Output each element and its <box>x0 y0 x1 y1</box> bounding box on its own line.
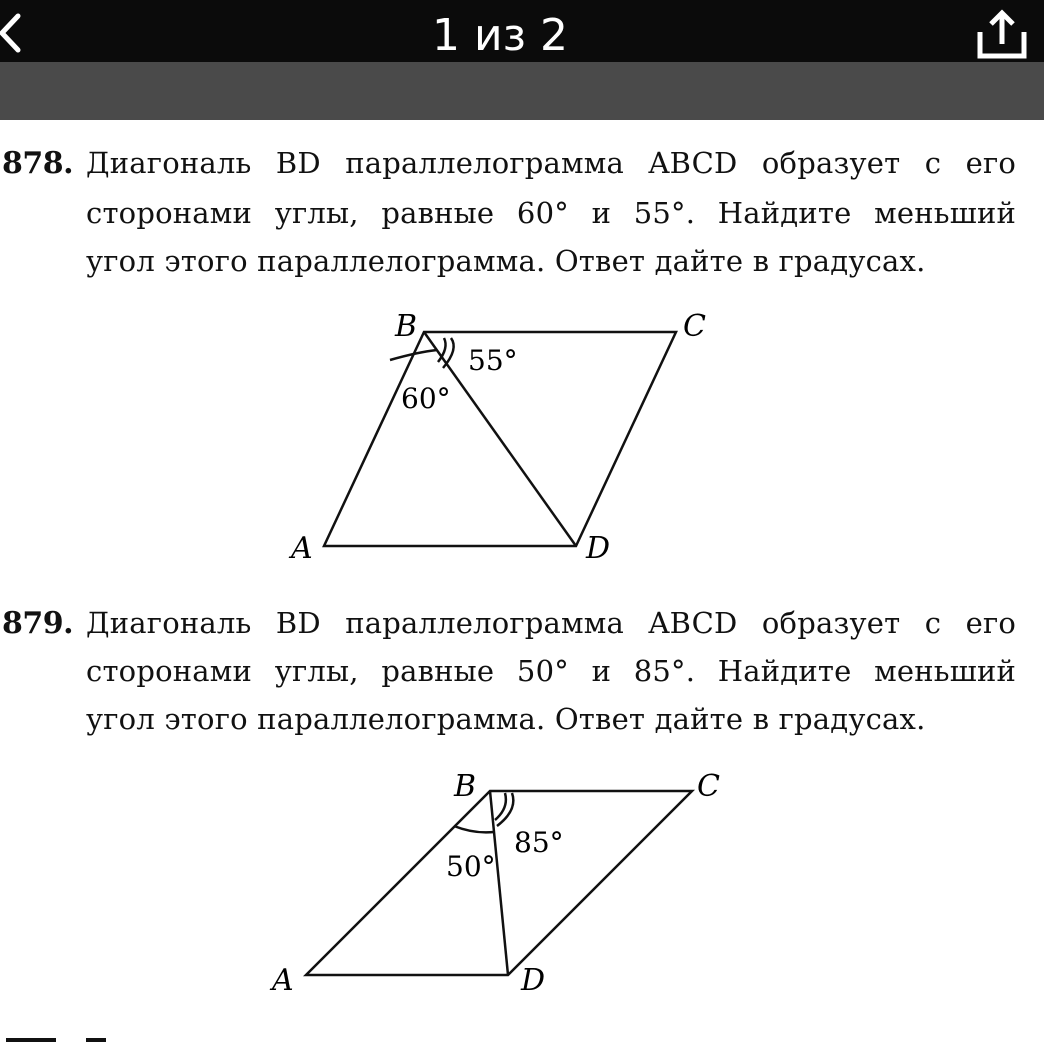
angle-arc-85-inner <box>495 793 506 820</box>
vertex-label-b: B <box>395 309 418 344</box>
problem-text-line: Диагональ BD параллелограмма ABCD образует с его <box>86 606 1016 640</box>
vertex-label-c: C <box>683 309 706 344</box>
angle-label-55: 55° <box>468 344 518 377</box>
angle-label-60: 60° <box>401 382 451 415</box>
toolbar-strip <box>0 62 1044 120</box>
problem-number: 879. <box>2 606 74 641</box>
next-problem-cutoff <box>0 1038 1044 1044</box>
angle-arc-60 <box>390 350 437 360</box>
parallelogram-figure-878 <box>0 120 1044 580</box>
problem-text-line: сторонами углы, равные 60° и 55°. Найдите меньший <box>86 196 1016 230</box>
angle-arc-50 <box>454 826 494 832</box>
problem-text-line: сторонами углы, равные 50° и 85°. Найдите меньший <box>86 654 1016 688</box>
vertex-label-a: A <box>291 531 313 566</box>
problem-text-line: Диагональ BD параллелограмма ABCD образует с его <box>86 146 1016 180</box>
vertex-label-c: C <box>697 769 720 804</box>
vertex-label-d: D <box>586 531 611 566</box>
problem-text-line: угол этого параллелограмма. Ответ дайте в градусах. <box>86 244 926 278</box>
problem-number: 878. <box>2 146 74 181</box>
angle-label-50: 50° <box>446 850 496 883</box>
parallelogram-figure-879 <box>0 580 1044 1044</box>
vertex-label-b: B <box>454 769 477 804</box>
share-button[interactable] <box>972 8 1032 62</box>
angle-arc-55-inner <box>438 338 446 362</box>
share-icon <box>972 8 1032 62</box>
top-bar <box>0 0 1044 62</box>
vertex-label-d: D <box>521 963 546 998</box>
page-counter: 1 из 2 <box>432 10 568 61</box>
document-page <box>0 120 1044 1044</box>
problem-text-line: угол этого параллелограмма. Ответ дайте в градусах. <box>86 702 926 736</box>
vertex-label-a: A <box>272 963 294 998</box>
angle-label-85: 85° <box>514 826 564 859</box>
